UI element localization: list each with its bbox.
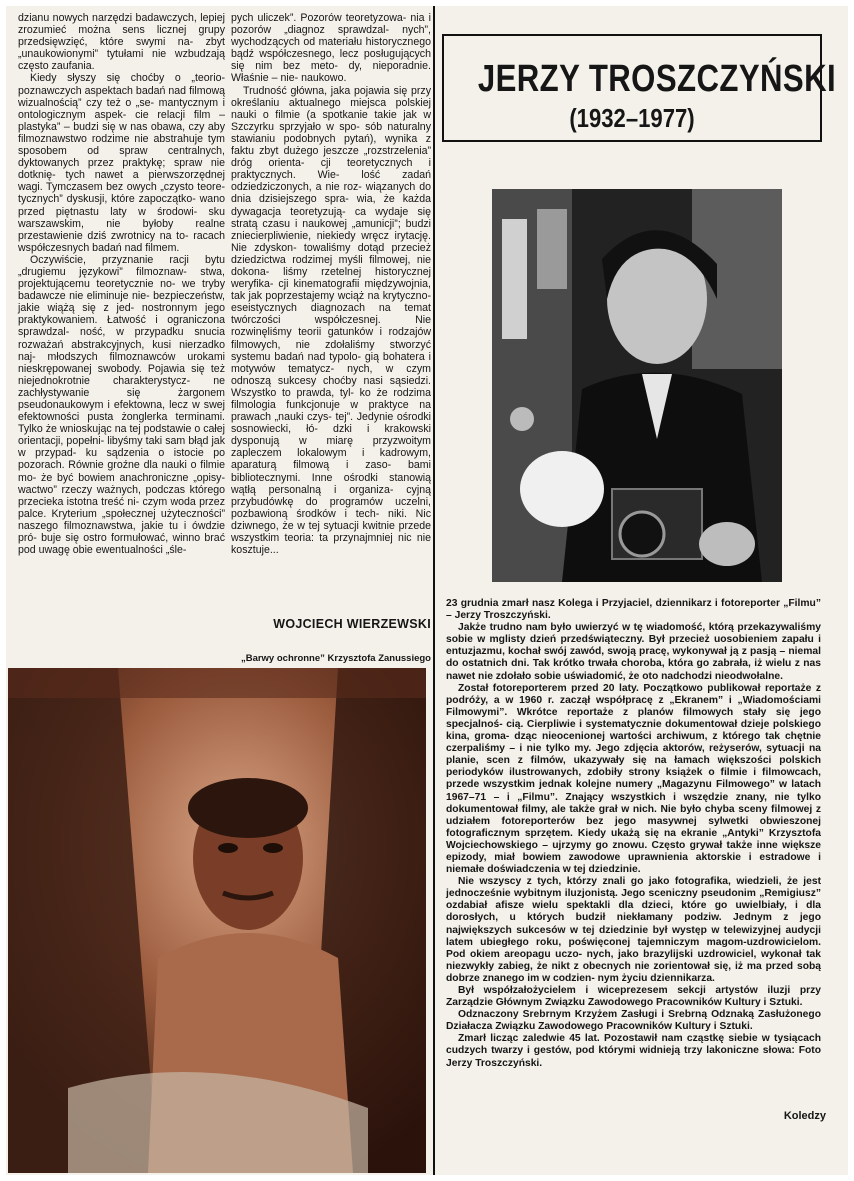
paragraph: Został fotoreporterem przed 20 laty. Początkowo publikował reportaże z podróży, a w 1960 r. zaczął współpracę z „Ekranem” i „Wiadomościami Filmowymi”. Wkrótce reportaże z planów filmowych stały się jego specjalnoś- cią. Cierpliwie i systematycznie dokumentował dzieje polskiego kina, groma- dząc nieocenionej wartości archiwum, z którego tak chętnie czerpaliśmy – i nie tylko my. Jego zdjęcia aktorów, reżyserów, sytuacji na planie, scen z filmów, ukazywały się na łamach większości polskich periodyków ilustrowanych, zdobiły strony książek o filmie i filmowcach, przede wszystkim jednak kolejne numery „Magazynu Filmowego” w latach 1967–71 – i „Filmu”. Znający wszystkich i wszędzie znany, nie tylko dokumentował filmy, ale także grał w nich. Nie było chyba sceny filmowej z udziałem fotoreporterów bez jego masywnej sylwetki obwieszonej fotograficznym sprzętem. Kiedy ukażą się na ekranie „Antyki” Krzysztofa Wojciechowskiego – ujrzymy go znowu. Często grywał także inne większe epizody, miał bowiem zawodowe uprawnienia aktorskie i estradowe i niemałe doświadczenia w tej dziedzinie.	[446, 682, 821, 876]
author-byline: WOJCIECH WIERZEWSKI	[273, 617, 431, 631]
obituary-text	[446, 598, 821, 1070]
paragraph: Trudność główna, jaka pojawia się przy określaniu aktualnego miejsca polskiej nauki o filmie (a spotkanie takie jak w Szczyrku sprzyjało w spo- sób naturalny stawianiu podobnych pytań), wynika z faktu zbyt dużego jeszcze „rozstrzelenia” dróg orienta- cji teoretycznych i praktycznych. Wie- lość zadań odziedziczonych, a nie roz- wiązanych do dnia dzisiejszego spra- wia, że każda dywagacja teoretyzują- ca wydaje się stratą czasu i naukowej „amunicji”; budzi zniecierpliwienie, niekiedy wręcz irytację. Nie zdyskon- towaliśmy dotąd przecież dziedzictwa rodzimej myśli filmowej, nie dokona- liśmy rzetelnej historycznej weryfika- cji kinematografii międzywojnia, tak jak poprzestajemy wciąż na krytyczno-eseistycznych diagnozach na temat twórczości współczesnej. Nie rozwinęliśmy teorii gatunków i rodzajów filmowych, nie zdołaliśmy stworzyć systemu badań nad typolo- gią bohatera i motywów tematycz- nych, w czym odnoszą sukcesy choćby nasi sąsiedzi. Wszystko to prawda, tyl- ko że rodzima filmologia funkcjonuje w praktyce na prawach „nauki czys- tej”. Jedynie ośrodki sosnowiecki, łó- dzki i krakowski dysponują w miarę przyzwoitym zapleczem lokalowym i kadrowym, aparaturą filmową i zaso- bami bibliotecznymi. Inne ośrodki stanowią wątłą personalną i organiza- cyjną przybudówkę do programów uczelni, pozbawioną środków i tech- niki. Nic dziwnego, że w tej sytuacji kwitnie przede wszystkim teoria: ta przynajmniej nic nie kosztuje...	[231, 84, 431, 557]
article-column-2	[231, 12, 431, 556]
photo-caption: „Barwy ochronne” Krzysztofa Zanussiego	[240, 653, 431, 664]
obituary-signature: Koledzy	[783, 1110, 826, 1122]
paragraph: dzianu nowych narzędzi badawczych, lepiej zrozumieć można sens licznej grupy przedsięwzięć, które swymi na- zbyt „unaukowionymi” tytułami nie wzbudzają często zaufania.	[18, 12, 225, 73]
paragraph: Zmarł licząc zaledwie 45 lat. Pozostawił nam cząstkę siebie w tysiącach cudzych twarzy i gestów, pod którymi widnieją trzy lakoniczne słowa: Foto Jerzy Troszczyński.	[446, 1033, 821, 1069]
paragraph: Oczywiście, przyznanie racji bytu „drugiemu językowi” filmoznaw- stwa, projektującemu teoretycznie no- we tryby badawcze nie eliminuje nie- bezpieczeństw, jakie wiążą się z jed- nostronnym jego praktykowaniem. Łatwość i ograniczona sprawdzal- ność, w przypadku snucia rozważań abstrakcyjnych, kusi nierzadko naj- młodszych filmoznawców urokami nieskrępowanej swobody. Pojawia się też niejednokrotnie charakterystycz- ne zachłystywanie się żargonem pseudonaukowym i efektowna, lecz w swej efektowności pusta żonglerka terminami. Tylko że wnioskując na tej podstawie o całej orientacji, popełni- libyśmy taki sam błąd jak w przypad- ku sądzenia o istocie po pozorach. Równie groźne dla nauki o filmie mo- że być bowiem anachroniczne „opisy- wactwo” rzeczy ważnych, podczas którego przecieka istotna treść ni- czym woda przez palce. Kryterium „społecznej użyteczności” naszego filmoznawstwa, jakie tu i ówdzie pró- buje się ostro formułować, winno brać pod uwagę obie ewentualności „śle-	[18, 253, 225, 557]
paragraph: Był współzałożycielem i wiceprezesem sekcji artystów iluzji przy Zarządzie Głównym Związku Zawodowego Pracowników Kultury i Sztuki.	[446, 985, 821, 1009]
obituary-name: JERZY TROSZCZYŃSKI	[477, 58, 837, 100]
paragraph: pych uliczek”. Pozorów teoretyzowa- nia i pozorów „diagnoz sprawdzal- nych”, wychodzących od materiału historycznego bądź współczesnego, lecz posługujących się nim bez meto- dy, nieporadnie. Właśnie – nie- naukowo.	[231, 12, 431, 85]
paragraph: Jakże trudno nam było uwierzyć w tę wiadomość, którą przekazywaliśmy sobie w mglisty dzień przedświąteczny. Był przecież uosobieniem zapału i entuzjazmu, kochał swój zawód, swoją pracę, wykonywał ją z pasją – niemal do ostatnich dni. Tak krótko trwała choroba, która go zabrała, iż wielu z nas nawet nie zdołało sobie uświadomić, że oto nadchodzi nieodwołalne.	[446, 622, 821, 682]
paragraph: Kiedy słyszy się choćby o „teorio- poznawczych aspektach badań nad filmową wizualnością” czy też o „se- mantycznym i ontologicznym aspek- cie relacji film – plastyka” – budzi się w nas obawa, czy aby filmoznawstwo rodzime nie abstrahuje tym sposobem od spraw centralnych, dyktowanych przez praktykę; spraw nie dotknię- tych nawet a pierwszorzędnej wagi. Tymczasem bez owych „czysto teore- tycznych” dyskusji, które zapoczątko- wano przed piętnastu laty w środowi- sku warszawskim, nie byłoby realne przestawienie dziś zwrotnicy na to- racach współczesnych badań nad filmem.	[18, 72, 225, 254]
portrait-photo	[492, 189, 782, 582]
paragraph: Odznaczony Srebrnym Krzyżem Zasługi i Srebrną Odznaką Zasłużonego Działacza Związku Zawodowego Pracowników Kultury i Sztuki.	[446, 1009, 821, 1033]
film-still-photo	[8, 668, 426, 1173]
obituary-years: (1932–1977)	[569, 103, 695, 133]
article-column-1	[18, 12, 225, 556]
paragraph: 23 grudnia zmarł nasz Kolega i Przyjaciel, dziennikarz i fotoreporter „Filmu” – Jerzy Troszczyński.	[446, 598, 821, 622]
paragraph: Nie wszyscy z tych, którzy znali go jako fotografika, wiedzieli, że jest jednocześnie wybitnym iluzjonistą. Jego sceniczny pseudonim „Remigiusz” ozdabiał afisze wielu spektakli dla dzieci, które go uwielbiały, i dla dorosłych, u których budził niekłamany podziw. Jednym z jego największych sukcesów w tej dziedzinie był występ w telewizyjnej audycji latem ubiegłego roku, poświęconej tajemniczym magom-uzdrowicielom. Pod okiem areopagu uczo- nych, jako brazylijski uzdrowiciel, wykonał tak niezwykły zabieg, że nikt z obecnych nie zorientował się, iż ma przed sobą dobrze znanego im w codzien- nym życiu dziennikarza.	[446, 876, 821, 984]
obituary-title-box	[442, 34, 837, 142]
column-divider	[433, 6, 435, 1175]
magazine-page	[6, 6, 848, 1175]
